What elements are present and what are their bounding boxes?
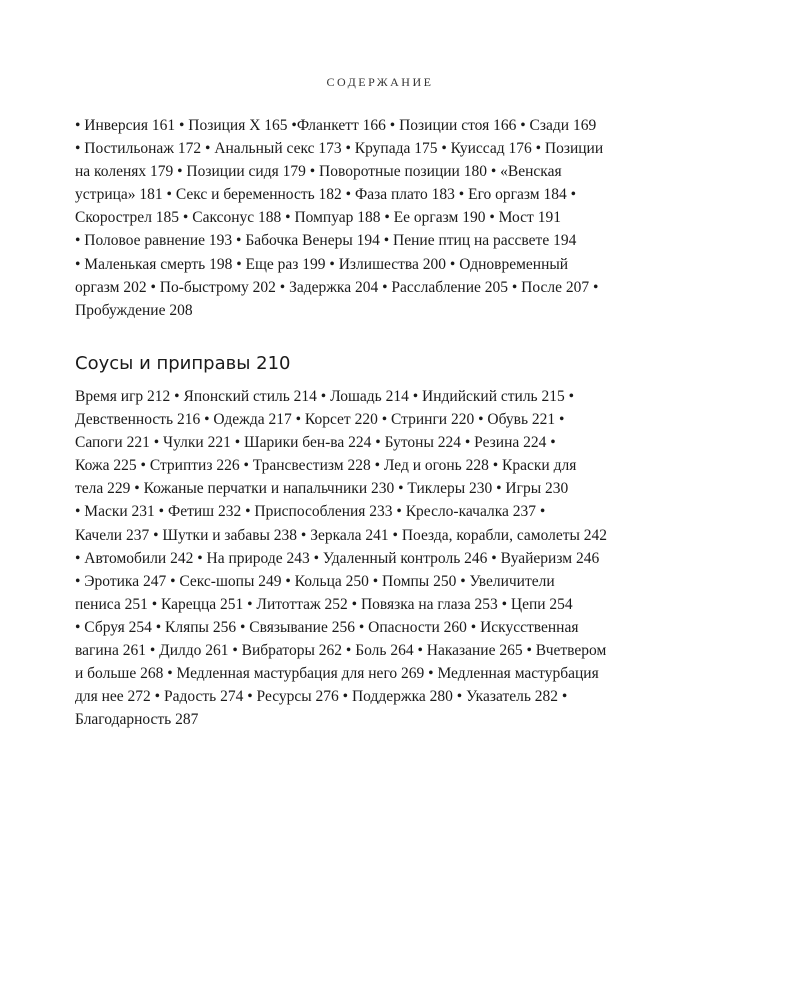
toc-line: пениса 251 • Карецца 251 • Литоттаж 252 • Повязка на глаза 253 • Цепи 254 [75,595,573,613]
toc-line: Время игр 212 • Японский стиль 214 • Лошадь 214 • Индийский стиль 215 • [75,388,575,405]
section-heading: Соусы и приправы 210 [75,353,291,374]
toc-line: оргазм 202 • По-быстрому 202 • Задержка 204 • Расслабление 205 • После 207 • [75,278,599,296]
toc-line: • Маски 231 • Фетиш 232 • Приспособления 233 • Кресло-качалка 237 • [75,503,546,521]
toc-line: Девственность 216 • Одежда 217 • Корсет 220 • Стринги 220 • Обувь 221 • [75,411,565,429]
section-entries-block [75,385,675,731]
toc-line: • Автомобили 242 • На природе 243 • Удаленный контроль 246 • Вуайеризм 246 [75,549,600,567]
toc-line: • Половое равнение 193 • Бабочка Венеры 194 • Пение птиц на рассвете 194 [75,232,577,250]
toc-continued-block [75,114,675,322]
toc-line: Скорострел 185 • Саксонус 188 • Помпуар 188 • Ее оргазм 190 • Мост 191 [75,209,561,227]
toc-line: • Маленькая смерть 198 • Еще раз 199 • Излишества 200 • Одновременный [75,255,569,273]
toc-line: устрица» 181 • Секс и беременность 182 • Фаза плато 183 • Его оргазм 184 • [75,186,577,204]
toc-line: Благодарность 287 [75,711,199,729]
toc-line: Пробуждение 208 [75,301,193,319]
toc-line: вагина 261 • Дилдо 261 • Вибраторы 262 • Боль 264 • Наказание 265 • Вчетвером [75,642,607,660]
toc-line: Кожа 225 • Стриптиз 226 • Трансвестизм 228 • Лед и огонь 228 • Краски для [75,457,577,475]
toc-line: и больше 268 • Медленная мастурбация для него 269 • Медленная мастурбация [75,665,599,683]
toc-line: • Сбруя 254 • Кляпы 256 • Связывание 256 • Опасности 260 • Искусственная [75,618,579,636]
running-head: СОДЕРЖАНИЕ [326,75,434,89]
toc-line: • Инверсия 161 • Позиция Х 165 •Фланкетт 166 • Позиции стоя 166 • Сзади 169 [75,117,597,134]
toc-line: • Эротика 247 • Секс-шопы 249 • Кольца 250 • Помпы 250 • Увеличители [75,572,555,590]
toc-line: • Постильонаж 172 • Анальный секс 173 • Крупада 175 • Куиссад 176 • Позиции [75,140,604,158]
toc-line: для нее 272 • Радость 274 • Ресурсы 276 • Поддержка 280 • Указатель 282 • [75,688,568,706]
toc-line: Качели 237 • Шутки и забавы 238 • Зеркала 241 • Поезда, корабли, самолеты 242 [75,526,608,544]
toc-line: Сапоги 221 • Чулки 221 • Шарики бен-ва 224 • Бутоны 224 • Резина 224 • [75,434,556,452]
toc-line: тела 229 • Кожаные перчатки и напальчники 230 • Тиклеры 230 • Игры 230 [75,480,569,498]
toc-line: на коленях 179 • Позиции сидя 179 • Поворотные позиции 180 • «Венская [75,163,562,181]
